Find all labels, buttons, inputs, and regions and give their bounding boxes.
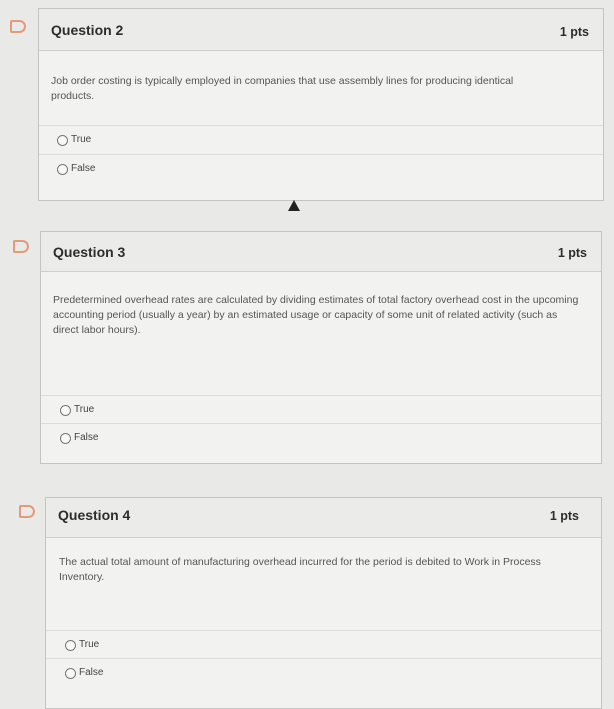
- question-text: Job order costing is typically employed in companies that use assembly lines for producing identical products.: [51, 75, 514, 102]
- answer-option-false[interactable]: [39, 154, 603, 182]
- question-points: 1 pts: [557, 246, 587, 260]
- answer-option-true[interactable]: [39, 125, 603, 153]
- option-label[interactable]: False: [71, 163, 96, 174]
- radio-false[interactable]: [60, 433, 71, 444]
- question-title: Question 4: [58, 507, 131, 523]
- radio-true[interactable]: [65, 640, 76, 651]
- question-header: [41, 232, 601, 272]
- question-header: [39, 9, 603, 51]
- mouse-cursor-icon: [288, 200, 300, 211]
- question-text: The actual total amount of manufacturing overhead incurred for the period is debited to Work in Process Inventory.: [59, 556, 541, 583]
- question-points: 1 pts: [559, 25, 589, 39]
- flag-question-icon[interactable]: [19, 505, 35, 518]
- option-label[interactable]: True: [71, 134, 92, 145]
- flag-question-icon[interactable]: [10, 20, 26, 33]
- question-points: 1 pts: [549, 509, 579, 523]
- answer-option-true[interactable]: [46, 630, 601, 658]
- question-card-2: [38, 8, 604, 201]
- question-text: Predetermined overhead rates are calculated by dividing estimates of total factory overhead cost in the upcoming accounting period (usually a year) by an estimated usage or capacity of some unit of related activity (such as direct labor hours).: [53, 294, 579, 336]
- question-title: Question 2: [51, 22, 124, 38]
- radio-false[interactable]: [57, 164, 68, 175]
- radio-true[interactable]: [57, 135, 68, 146]
- flag-question-icon[interactable]: [13, 240, 29, 253]
- answer-option-false[interactable]: [46, 658, 601, 686]
- option-label[interactable]: False: [79, 667, 104, 678]
- answer-option-true[interactable]: [41, 395, 601, 423]
- answer-option-false[interactable]: [41, 423, 601, 451]
- option-label[interactable]: True: [74, 404, 95, 415]
- question-card-3: [40, 231, 602, 464]
- question-title: Question 3: [53, 244, 126, 260]
- radio-false[interactable]: [65, 668, 76, 679]
- question-header: [46, 498, 601, 538]
- option-label[interactable]: True: [79, 639, 100, 650]
- question-card-4: [45, 497, 602, 709]
- radio-true[interactable]: [60, 405, 71, 416]
- option-label[interactable]: False: [74, 432, 99, 443]
